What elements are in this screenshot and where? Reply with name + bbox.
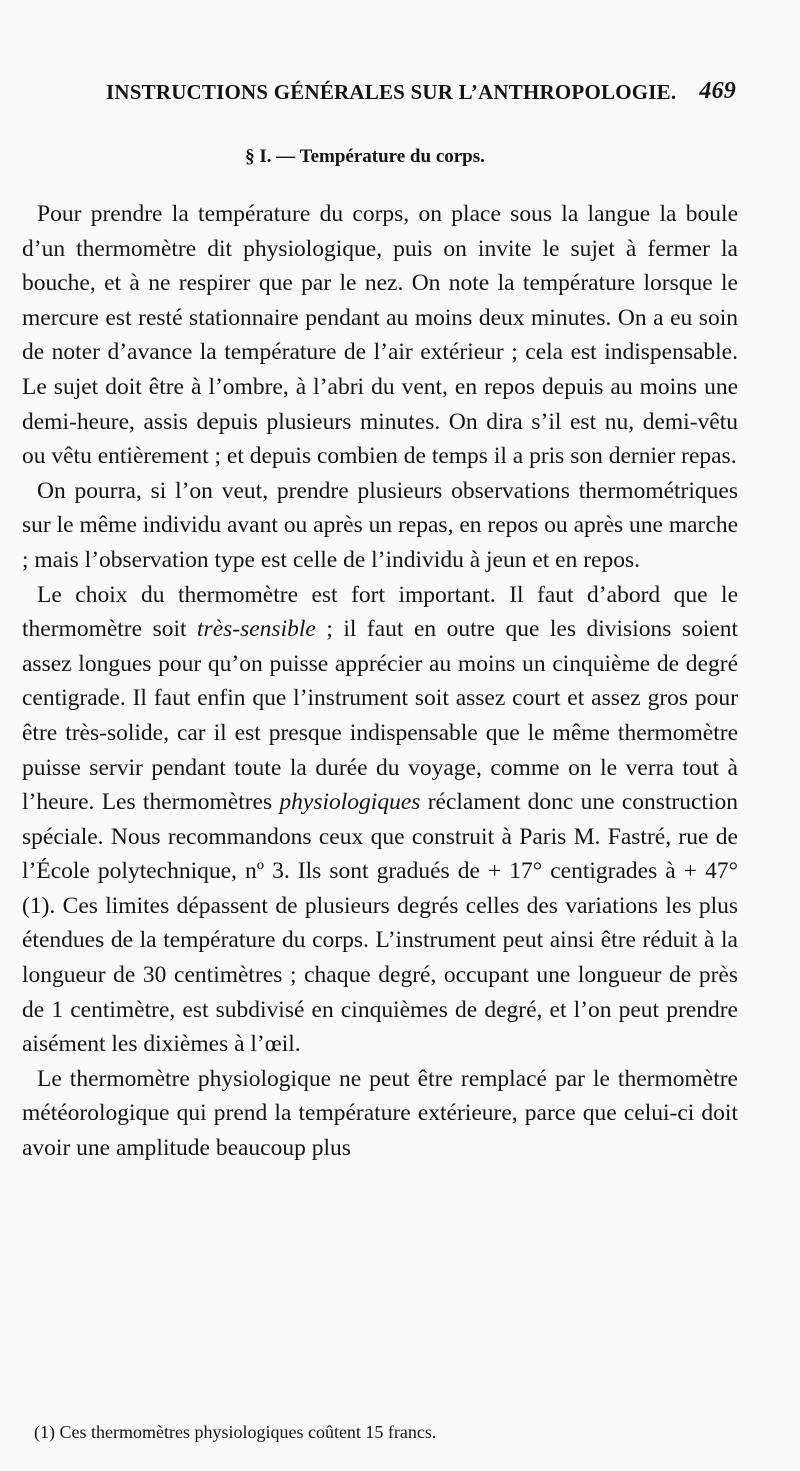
running-title: INSTRUCTIONS GÉNÉRALES SUR L’ANTHROPOLOGIE. [106, 80, 677, 104]
page-number: 469 [699, 78, 736, 104]
paragraph-3-part-3: réclament donc une construction spéciale. Nous recommandons ceux que construit à Paris M. Fastré, rue de l’École polytechnique, nº 3. Ils sont gradués de + 17° centigrades à + 47° (1). Ces limites dépassent de plusieurs degrés celles des variations les plus étendues de la température du corps. L’instrument peut ainsi être réduit à la longueur de 30 centimètres ; chaque degré, occupant une longueur de près de 1 centimètre, est subdivisé en cinquièmes de degré, et l’on peut prendre aisément les dixièmes à l’œil. [22, 789, 738, 1058]
footnote: (1) Ces thermomètres physiologiques coûtent 15 francs. [34, 1422, 437, 1442]
section-heading: § I. — Température du corps. [245, 146, 485, 167]
emphasis-physiologiques: physiologiques [279, 789, 421, 816]
paragraph-3 [22, 578, 738, 1062]
paragraph-4: Le thermomètre physiologique ne peut être remplacé par le thermomètre météorologique qui prend la température extérieure, parce que celui-ci doit avoir une amplitude beaucoup plus [22, 1065, 738, 1162]
paragraph-1: Pour prendre la température du corps, on place sous la langue la boule d’un thermomètre dit physiologique, puis on invite le sujet à fermer la bouche, et à ne respirer que par le nez. On note la température lorsque le mercure est resté stationnaire pendant au moins deux minutes. On a eu soin de noter d’avance la température de l’air extérieur ; cela est indispensable. Le sujet doit être à l’ombre, à l’abri du vent, en repos depuis au moins une demi-heure, assis depuis plusieurs minutes. On dira s’il est nu, demi-vêtu ou vêtu entièrement ; et depuis combien de temps il a pris son dernier repas. [22, 201, 738, 470]
paragraph-3-part-2: ; il faut en outre que les divisions soient assez longues pour qu’on puisse apprécier au moins un cinquième de degré centigrade. Il faut enfin que l’instrument soit assez court et assez gros pour être très-solide, car il est presque indispensable que le même thermomètre puisse servir pendant toute la durée du voyage, comme on le verra tout à l’heure. Les thermomètres [22, 616, 739, 816]
emphasis-tres-sensible: très-sensible [197, 616, 316, 643]
paragraph-3-part-1: Le choix du thermomètre est fort important. Il faut d’abord que le thermomètre soit [22, 581, 738, 643]
running-head [106, 80, 736, 110]
paragraph-2: On pourra, si l’on veut, prendre plusieurs observations thermométriques sur le même individu avant ou après un repas, en repos ou après une marche ; mais l’observation type est celle de l’individu à jeun et en repos. [22, 477, 738, 573]
body-text [22, 197, 738, 1166]
